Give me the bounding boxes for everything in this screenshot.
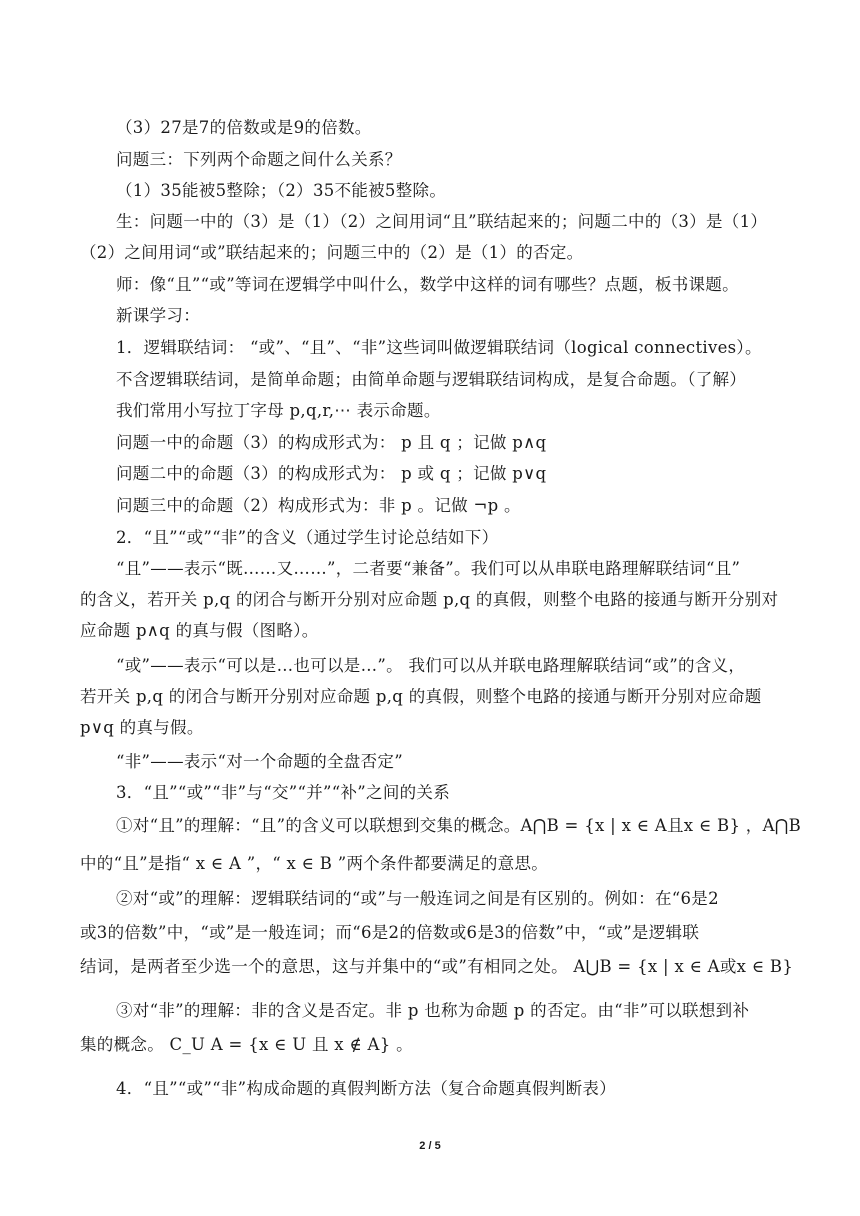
text-line: 问题二中的命题（3）的构成形式为： p 或 q ；记做 p∨q — [116, 464, 547, 483]
text-line: 的含义，若开关 p,q 的闭合与断开分别对应命题 p,q 的真假，则整个电路的接通与断开分别对 — [80, 590, 779, 609]
text-line: 生：问题一中的（3）是（1）（2）之间用词“且”联结起来的；问题二中的（3）是（1） — [116, 212, 768, 231]
text-line: 3．“且”“或”“非”与“交”“并”“补”之间的关系 — [116, 783, 451, 802]
text-line: 若开关 p,q 的闭合与断开分别对应命题 p,q 的真假，则整个电路的接通与断开分别对应命题 — [80, 687, 762, 706]
text-line: ①对“且”的理解：“且”的含义可以联想到交集的概念。A⋂B = {x | x ∈ A且x ∈ B} ，A⋂B — [116, 816, 802, 835]
text-line: （2）之间用词“或”联结起来的；问题三中的（2）是（1）的否定。 — [80, 243, 584, 262]
text-line: 应命题 p∧q 的真与假（图略）。 — [80, 621, 319, 640]
text-line: “或”——表示“可以是…也可以是…”。 我们可以从并联电路理解联结词“或”的含义， — [116, 656, 746, 675]
text-line: （1）35能被5整除；（2）35不能被5整除。 — [116, 181, 447, 200]
text-line: （3）27是7的倍数或是9的倍数。 — [116, 118, 372, 137]
text-line: 师：像“且”“或”等词在逻辑学中叫什么，数学中这样的词有哪些？点题，板书课题。 — [116, 275, 739, 294]
text-line: 问题三中的命题（2）构成形式为：非 p 。记做 ¬p 。 — [116, 496, 521, 515]
text-line: p∨q 的真与假。 — [80, 718, 204, 737]
text-line: “非”——表示“对一个命题的全盘否定” — [116, 752, 403, 771]
text-line: ②对“或”的理解：逻辑联结词的“或”与一般连词之间是有区别的。例如：在“6是2 — [116, 889, 719, 908]
text-line: 1．逻辑联结词： “或”、“且”、“非”这些词叫做逻辑联结词（logical connectives）。 — [116, 338, 762, 357]
text-line: 不含逻辑联结词，是简单命题；由简单命题与逻辑联结词构成，是复合命题。（了解） — [116, 370, 747, 389]
text-line: 或3的倍数”中，“或”是一般连词；而“6是2的倍数或6是3的倍数”中，“或”是逻辑联 — [80, 923, 700, 942]
text-line: ③对“非”的理解：非的含义是否定。非 p 也称为命题 p 的否定。由“非”可以联想到补 — [116, 1001, 750, 1020]
text-line: “且”——表示“既……又……”，二者要“兼备”。我们可以从串联电路理解联结词“且” — [116, 559, 741, 578]
text-line: 新课学习： — [116, 306, 200, 325]
text-line: 我们常用小写拉丁字母 p,q,r,⋯ 表示命题。 — [116, 401, 441, 420]
text-line: 问题一中的命题（3）的构成形式为： p 且 q ；记做 p∧q — [116, 433, 547, 452]
text-line: 问题三：下列两个命题之间什么关系？ — [116, 150, 402, 169]
text-line: 2．“且”“或”“非”的含义（通过学生讨论总结如下） — [116, 528, 499, 547]
text-line: 结词，是两者至少选一个的意思，这与并集中的“或”有相同之处。 A⋃B = {x | x ∈ A或x ∈ B} — [80, 957, 794, 976]
text-line: 中的“且”是指“ x ∈ A ”，“ x ∈ B ”两个条件都要满足的意思。 — [80, 854, 549, 873]
text-line: 集的概念。 C_U A = {x ∈ U 且 x ∉ A} 。 — [80, 1035, 413, 1054]
text-line: 4．“且”“或”“非”构成命题的真假判断方法（复合命题真假判断表） — [116, 1079, 617, 1098]
page-number: 2 / 5 — [419, 1140, 441, 1152]
